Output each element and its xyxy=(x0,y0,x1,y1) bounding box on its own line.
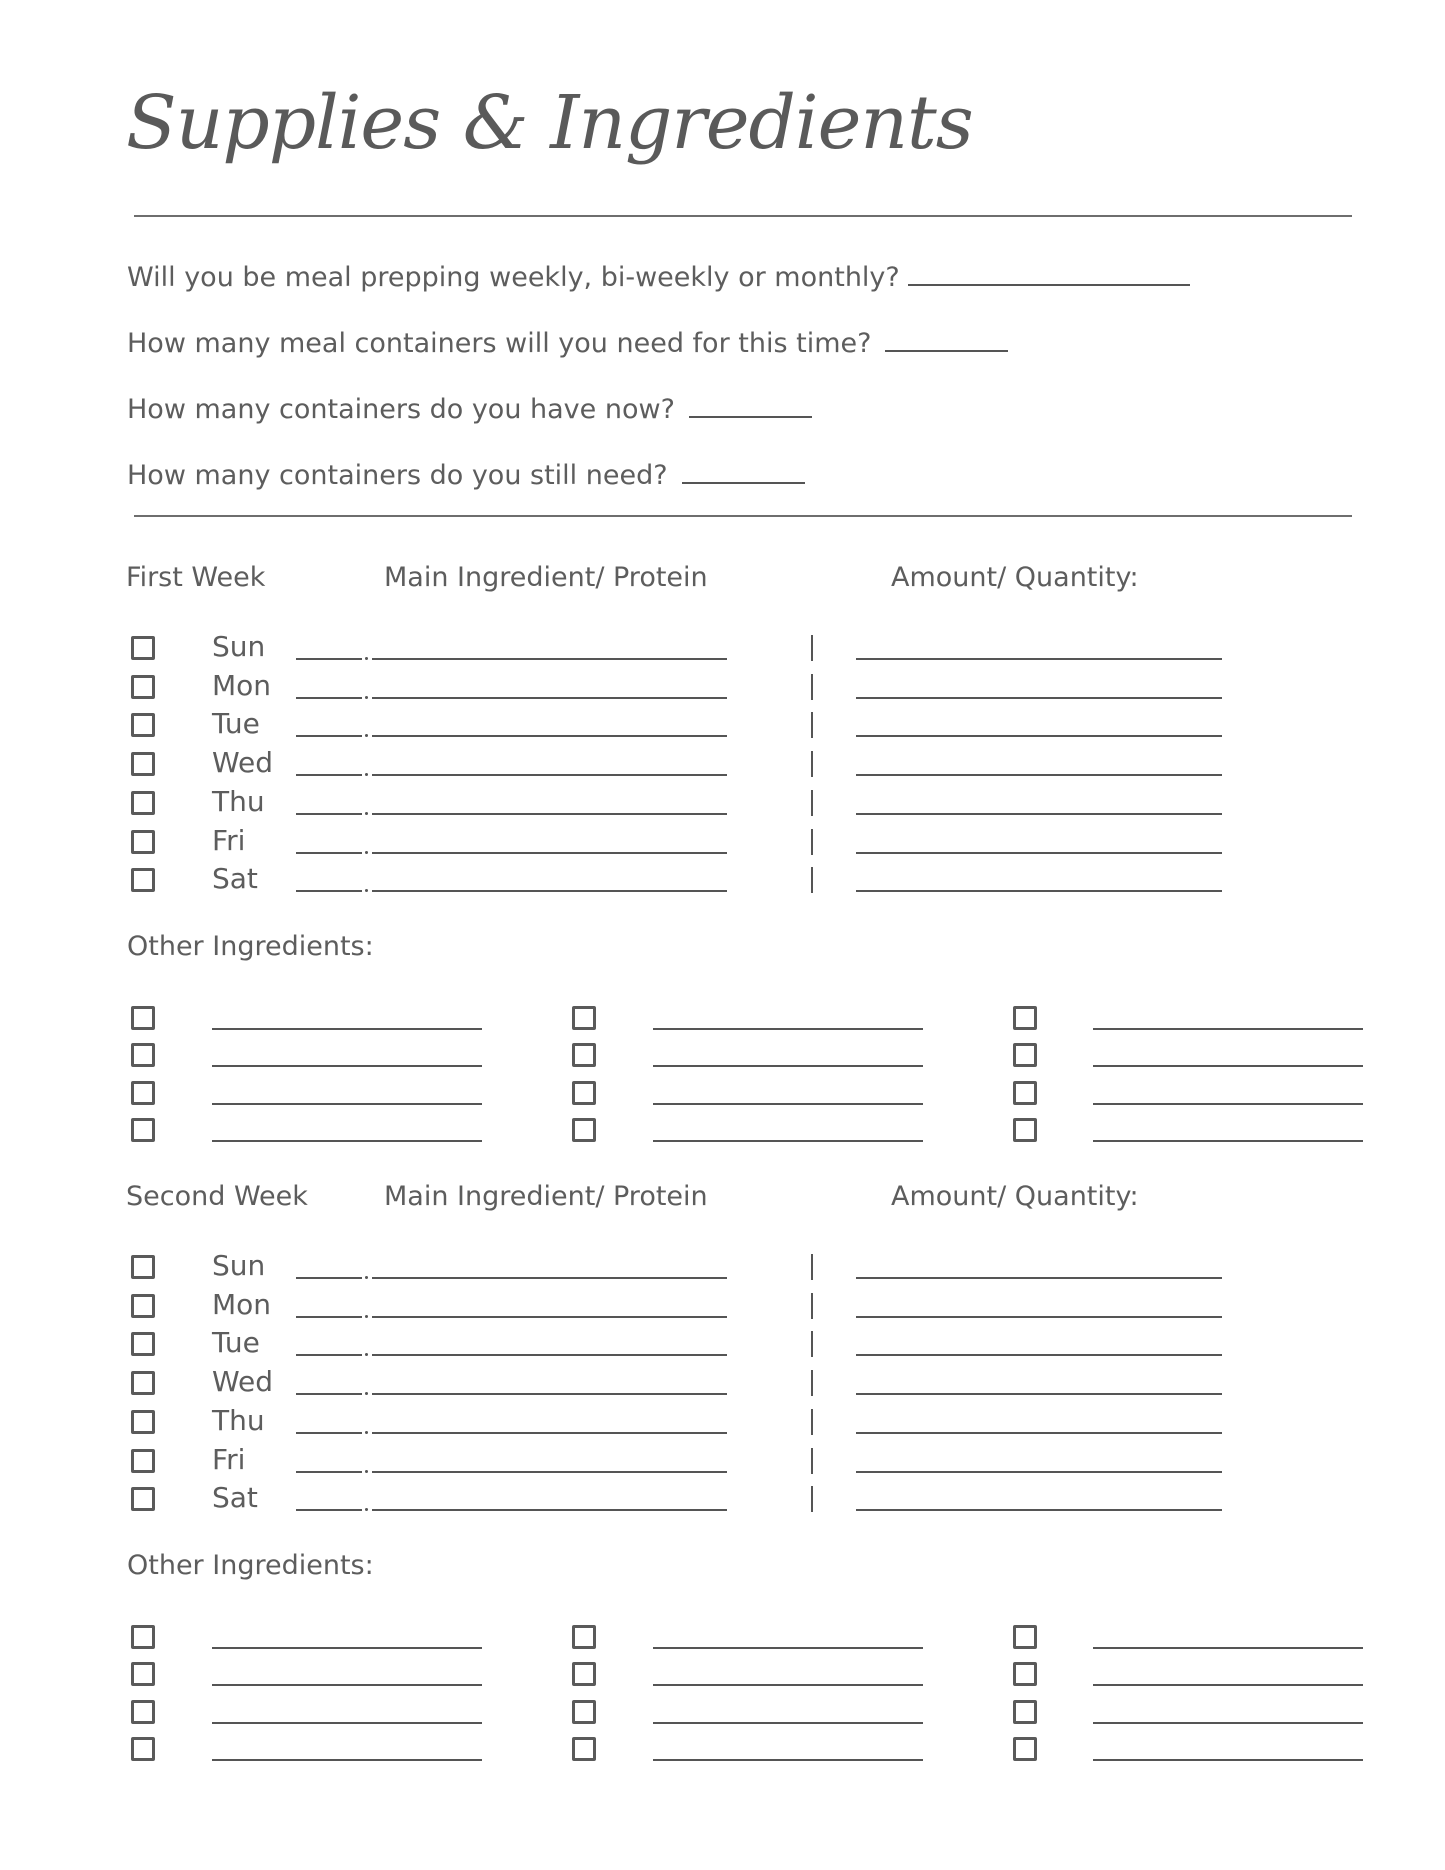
day-label: Fri xyxy=(212,823,246,857)
main-ingredient-line[interactable] xyxy=(372,1393,727,1395)
column-divider xyxy=(811,867,813,893)
separator-dot xyxy=(365,657,368,660)
ingredient-checkbox[interactable] xyxy=(131,1118,155,1142)
day-label: Tue xyxy=(212,1326,260,1360)
main-ingredient-line[interactable] xyxy=(372,697,727,699)
amount-line[interactable] xyxy=(856,735,1222,737)
ingredient-checkbox[interactable] xyxy=(572,1662,596,1686)
amount-line[interactable] xyxy=(856,697,1222,699)
day-label: Tue xyxy=(212,707,260,741)
column-divider xyxy=(811,1486,813,1512)
other-ingredients-label: Other Ingredients: xyxy=(127,1550,374,1581)
time-line[interactable] xyxy=(296,697,362,699)
separator-dot xyxy=(365,1353,368,1356)
time-line[interactable] xyxy=(296,1471,362,1473)
ingredient-checkbox[interactable] xyxy=(131,1081,155,1105)
ingredient-checkbox[interactable] xyxy=(1013,1006,1037,1030)
amount-line[interactable] xyxy=(856,1393,1222,1395)
separator-dot xyxy=(365,1392,368,1395)
column-divider xyxy=(811,674,813,700)
ingredient-line[interactable] xyxy=(653,1140,923,1142)
main-ingredient-header: Main Ingredient/ Protein xyxy=(384,1181,708,1212)
day-label: Sun xyxy=(212,630,266,663)
main-ingredient-line[interactable] xyxy=(372,813,727,815)
question-frequency xyxy=(127,264,1190,291)
ingredient-checkbox[interactable] xyxy=(572,1006,596,1030)
column-divider xyxy=(811,790,813,816)
amount-header: Amount/ Quantity: xyxy=(891,1181,1139,1212)
amount-line[interactable] xyxy=(856,852,1222,854)
ingredient-checkbox[interactable] xyxy=(572,1118,596,1142)
day-checkbox[interactable] xyxy=(131,1449,155,1473)
time-line[interactable] xyxy=(296,774,362,776)
ingredient-checkbox[interactable] xyxy=(131,1043,155,1067)
day-checkbox[interactable] xyxy=(131,713,155,737)
ingredient-line[interactable] xyxy=(1093,1065,1363,1067)
column-divider xyxy=(811,1293,813,1319)
ingredient-checkbox[interactable] xyxy=(1013,1737,1037,1761)
question-label: How many containers do you have now? xyxy=(127,394,675,425)
week-label: First Week xyxy=(126,562,266,593)
time-line[interactable] xyxy=(296,1277,362,1279)
day-label: Sat xyxy=(212,1481,258,1515)
ingredient-checkbox[interactable] xyxy=(1013,1625,1037,1649)
column-divider xyxy=(811,1370,813,1396)
ingredient-line[interactable] xyxy=(1093,1028,1363,1030)
column-divider xyxy=(811,1331,813,1357)
ingredient-line[interactable] xyxy=(212,1684,482,1686)
day-checkbox[interactable] xyxy=(131,1255,155,1279)
ingredient-checkbox[interactable] xyxy=(572,1737,596,1761)
ingredient-checkbox[interactable] xyxy=(131,1625,155,1649)
ingredient-checkbox[interactable] xyxy=(131,1662,155,1686)
separator-dot xyxy=(365,1315,368,1318)
column-divider xyxy=(811,1448,813,1474)
time-line[interactable] xyxy=(296,813,362,815)
ingredient-checkbox[interactable] xyxy=(131,1006,155,1030)
column-divider xyxy=(811,1254,813,1280)
answer-line-frequency[interactable] xyxy=(908,284,1190,286)
week-label: Second Week xyxy=(126,1181,308,1212)
time-line[interactable] xyxy=(296,1354,362,1356)
day-label: Wed xyxy=(212,1365,274,1399)
main-ingredient-line[interactable] xyxy=(372,735,727,737)
main-ingredient-line[interactable] xyxy=(372,852,727,854)
ingredient-line[interactable] xyxy=(212,1065,482,1067)
column-divider xyxy=(811,751,813,777)
day-checkbox[interactable] xyxy=(131,1487,155,1511)
day-checkbox[interactable] xyxy=(131,636,155,660)
separator-dot xyxy=(365,773,368,776)
main-ingredient-header: Main Ingredient/ Protein xyxy=(384,562,708,593)
amount-header: Amount/ Quantity: xyxy=(891,562,1139,593)
ingredient-checkbox[interactable] xyxy=(1013,1662,1037,1686)
amount-line[interactable] xyxy=(856,1432,1222,1434)
day-checkbox[interactable] xyxy=(131,868,155,892)
day-checkbox[interactable] xyxy=(131,1294,155,1318)
ingredient-checkbox[interactable] xyxy=(131,1737,155,1761)
question-containers-needed xyxy=(127,330,1008,357)
day-label: Mon xyxy=(212,668,272,702)
amount-line[interactable] xyxy=(856,813,1222,815)
ingredient-checkbox[interactable] xyxy=(572,1700,596,1724)
question-label: Will you be meal prepping weekly, bi-weekly or monthly? xyxy=(127,262,900,293)
main-ingredient-line[interactable] xyxy=(372,658,727,660)
ingredient-checkbox[interactable] xyxy=(131,1700,155,1724)
amount-line[interactable] xyxy=(856,1316,1222,1318)
separator-dot xyxy=(365,734,368,737)
column-divider xyxy=(811,635,813,661)
main-ingredient-line[interactable] xyxy=(372,1316,727,1318)
amount-line[interactable] xyxy=(856,1277,1222,1279)
day-checkbox[interactable] xyxy=(131,1371,155,1395)
answer-line-containers-needed[interactable] xyxy=(885,350,1008,352)
ingredient-line[interactable] xyxy=(653,1722,923,1724)
column-divider xyxy=(811,829,813,855)
main-ingredient-line[interactable] xyxy=(372,1509,727,1511)
time-line[interactable] xyxy=(296,658,362,660)
day-checkbox[interactable] xyxy=(131,791,155,815)
page-title: Supplies & Ingredients xyxy=(126,80,973,166)
amount-line[interactable] xyxy=(856,1354,1222,1356)
amount-line[interactable] xyxy=(856,658,1222,660)
separator-dot xyxy=(365,1508,368,1511)
time-line[interactable] xyxy=(296,1393,362,1395)
amount-line[interactable] xyxy=(856,890,1222,892)
time-line[interactable] xyxy=(296,852,362,854)
ingredient-line[interactable] xyxy=(653,1759,923,1761)
ingredient-line[interactable] xyxy=(212,1140,482,1142)
ingredient-line[interactable] xyxy=(653,1103,923,1105)
ingredient-line[interactable] xyxy=(212,1722,482,1724)
separator-dot xyxy=(365,1470,368,1473)
ingredient-line[interactable] xyxy=(653,1684,923,1686)
ingredient-checkbox[interactable] xyxy=(572,1043,596,1067)
ingredient-checkbox[interactable] xyxy=(1013,1118,1037,1142)
day-label: Wed xyxy=(212,746,274,780)
separator-dot xyxy=(365,812,368,815)
time-line[interactable] xyxy=(296,735,362,737)
ingredient-line[interactable] xyxy=(653,1647,923,1649)
ingredient-line[interactable] xyxy=(1093,1103,1363,1105)
amount-line[interactable] xyxy=(856,1471,1222,1473)
ingredient-line[interactable] xyxy=(1093,1140,1363,1142)
day-label: Thu xyxy=(212,784,265,818)
divider xyxy=(134,515,1352,517)
main-ingredient-line[interactable] xyxy=(372,890,727,892)
main-ingredient-line[interactable] xyxy=(372,1277,727,1279)
day-label: Fri xyxy=(212,1442,246,1476)
day-label: Sat xyxy=(212,862,258,896)
day-checkbox[interactable] xyxy=(131,1410,155,1434)
separator-dot xyxy=(365,851,368,854)
ingredient-line[interactable] xyxy=(1093,1647,1363,1649)
question-label: How many meal containers will you need for this time? xyxy=(127,328,872,359)
ingredient-line[interactable] xyxy=(1093,1759,1363,1761)
ingredient-line[interactable] xyxy=(653,1028,923,1030)
day-checkbox[interactable] xyxy=(131,675,155,699)
time-line[interactable] xyxy=(296,890,362,892)
separator-dot xyxy=(365,1276,368,1279)
amount-line[interactable] xyxy=(856,774,1222,776)
ingredient-checkbox[interactable] xyxy=(1013,1043,1037,1067)
day-label: Thu xyxy=(212,1403,265,1437)
ingredient-line[interactable] xyxy=(653,1065,923,1067)
ingredient-checkbox[interactable] xyxy=(1013,1081,1037,1105)
day-label: Mon xyxy=(212,1287,272,1321)
main-ingredient-line[interactable] xyxy=(372,1432,727,1434)
answer-line-containers-have[interactable] xyxy=(689,416,812,418)
ingredient-line[interactable] xyxy=(212,1028,482,1030)
column-divider xyxy=(811,712,813,738)
ingredient-line[interactable] xyxy=(212,1103,482,1105)
day-checkbox[interactable] xyxy=(131,1332,155,1356)
ingredient-checkbox[interactable] xyxy=(572,1081,596,1105)
separator-dot xyxy=(365,696,368,699)
main-ingredient-line[interactable] xyxy=(372,1471,727,1473)
question-containers-still-need xyxy=(127,462,805,489)
main-ingredient-line[interactable] xyxy=(372,1354,727,1356)
divider xyxy=(134,215,1352,217)
other-ingredients-label: Other Ingredients: xyxy=(127,931,374,962)
ingredient-line[interactable] xyxy=(1093,1684,1363,1686)
time-line[interactable] xyxy=(296,1316,362,1318)
answer-line-containers-still-need[interactable] xyxy=(682,482,805,484)
time-line[interactable] xyxy=(296,1509,362,1511)
question-containers-have xyxy=(127,396,812,423)
ingredient-checkbox[interactable] xyxy=(572,1625,596,1649)
separator-dot xyxy=(365,1431,368,1434)
time-line[interactable] xyxy=(296,1432,362,1434)
day-label: Sun xyxy=(212,1249,266,1282)
column-divider xyxy=(811,1409,813,1435)
question-label: How many containers do you still need? xyxy=(127,460,668,491)
day-checkbox[interactable] xyxy=(131,830,155,854)
day-checkbox[interactable] xyxy=(131,752,155,776)
amount-line[interactable] xyxy=(856,1509,1222,1511)
ingredient-line[interactable] xyxy=(1093,1722,1363,1724)
separator-dot xyxy=(365,889,368,892)
ingredient-checkbox[interactable] xyxy=(1013,1700,1037,1724)
ingredient-line[interactable] xyxy=(212,1647,482,1649)
main-ingredient-line[interactable] xyxy=(372,774,727,776)
ingredient-line[interactable] xyxy=(212,1759,482,1761)
